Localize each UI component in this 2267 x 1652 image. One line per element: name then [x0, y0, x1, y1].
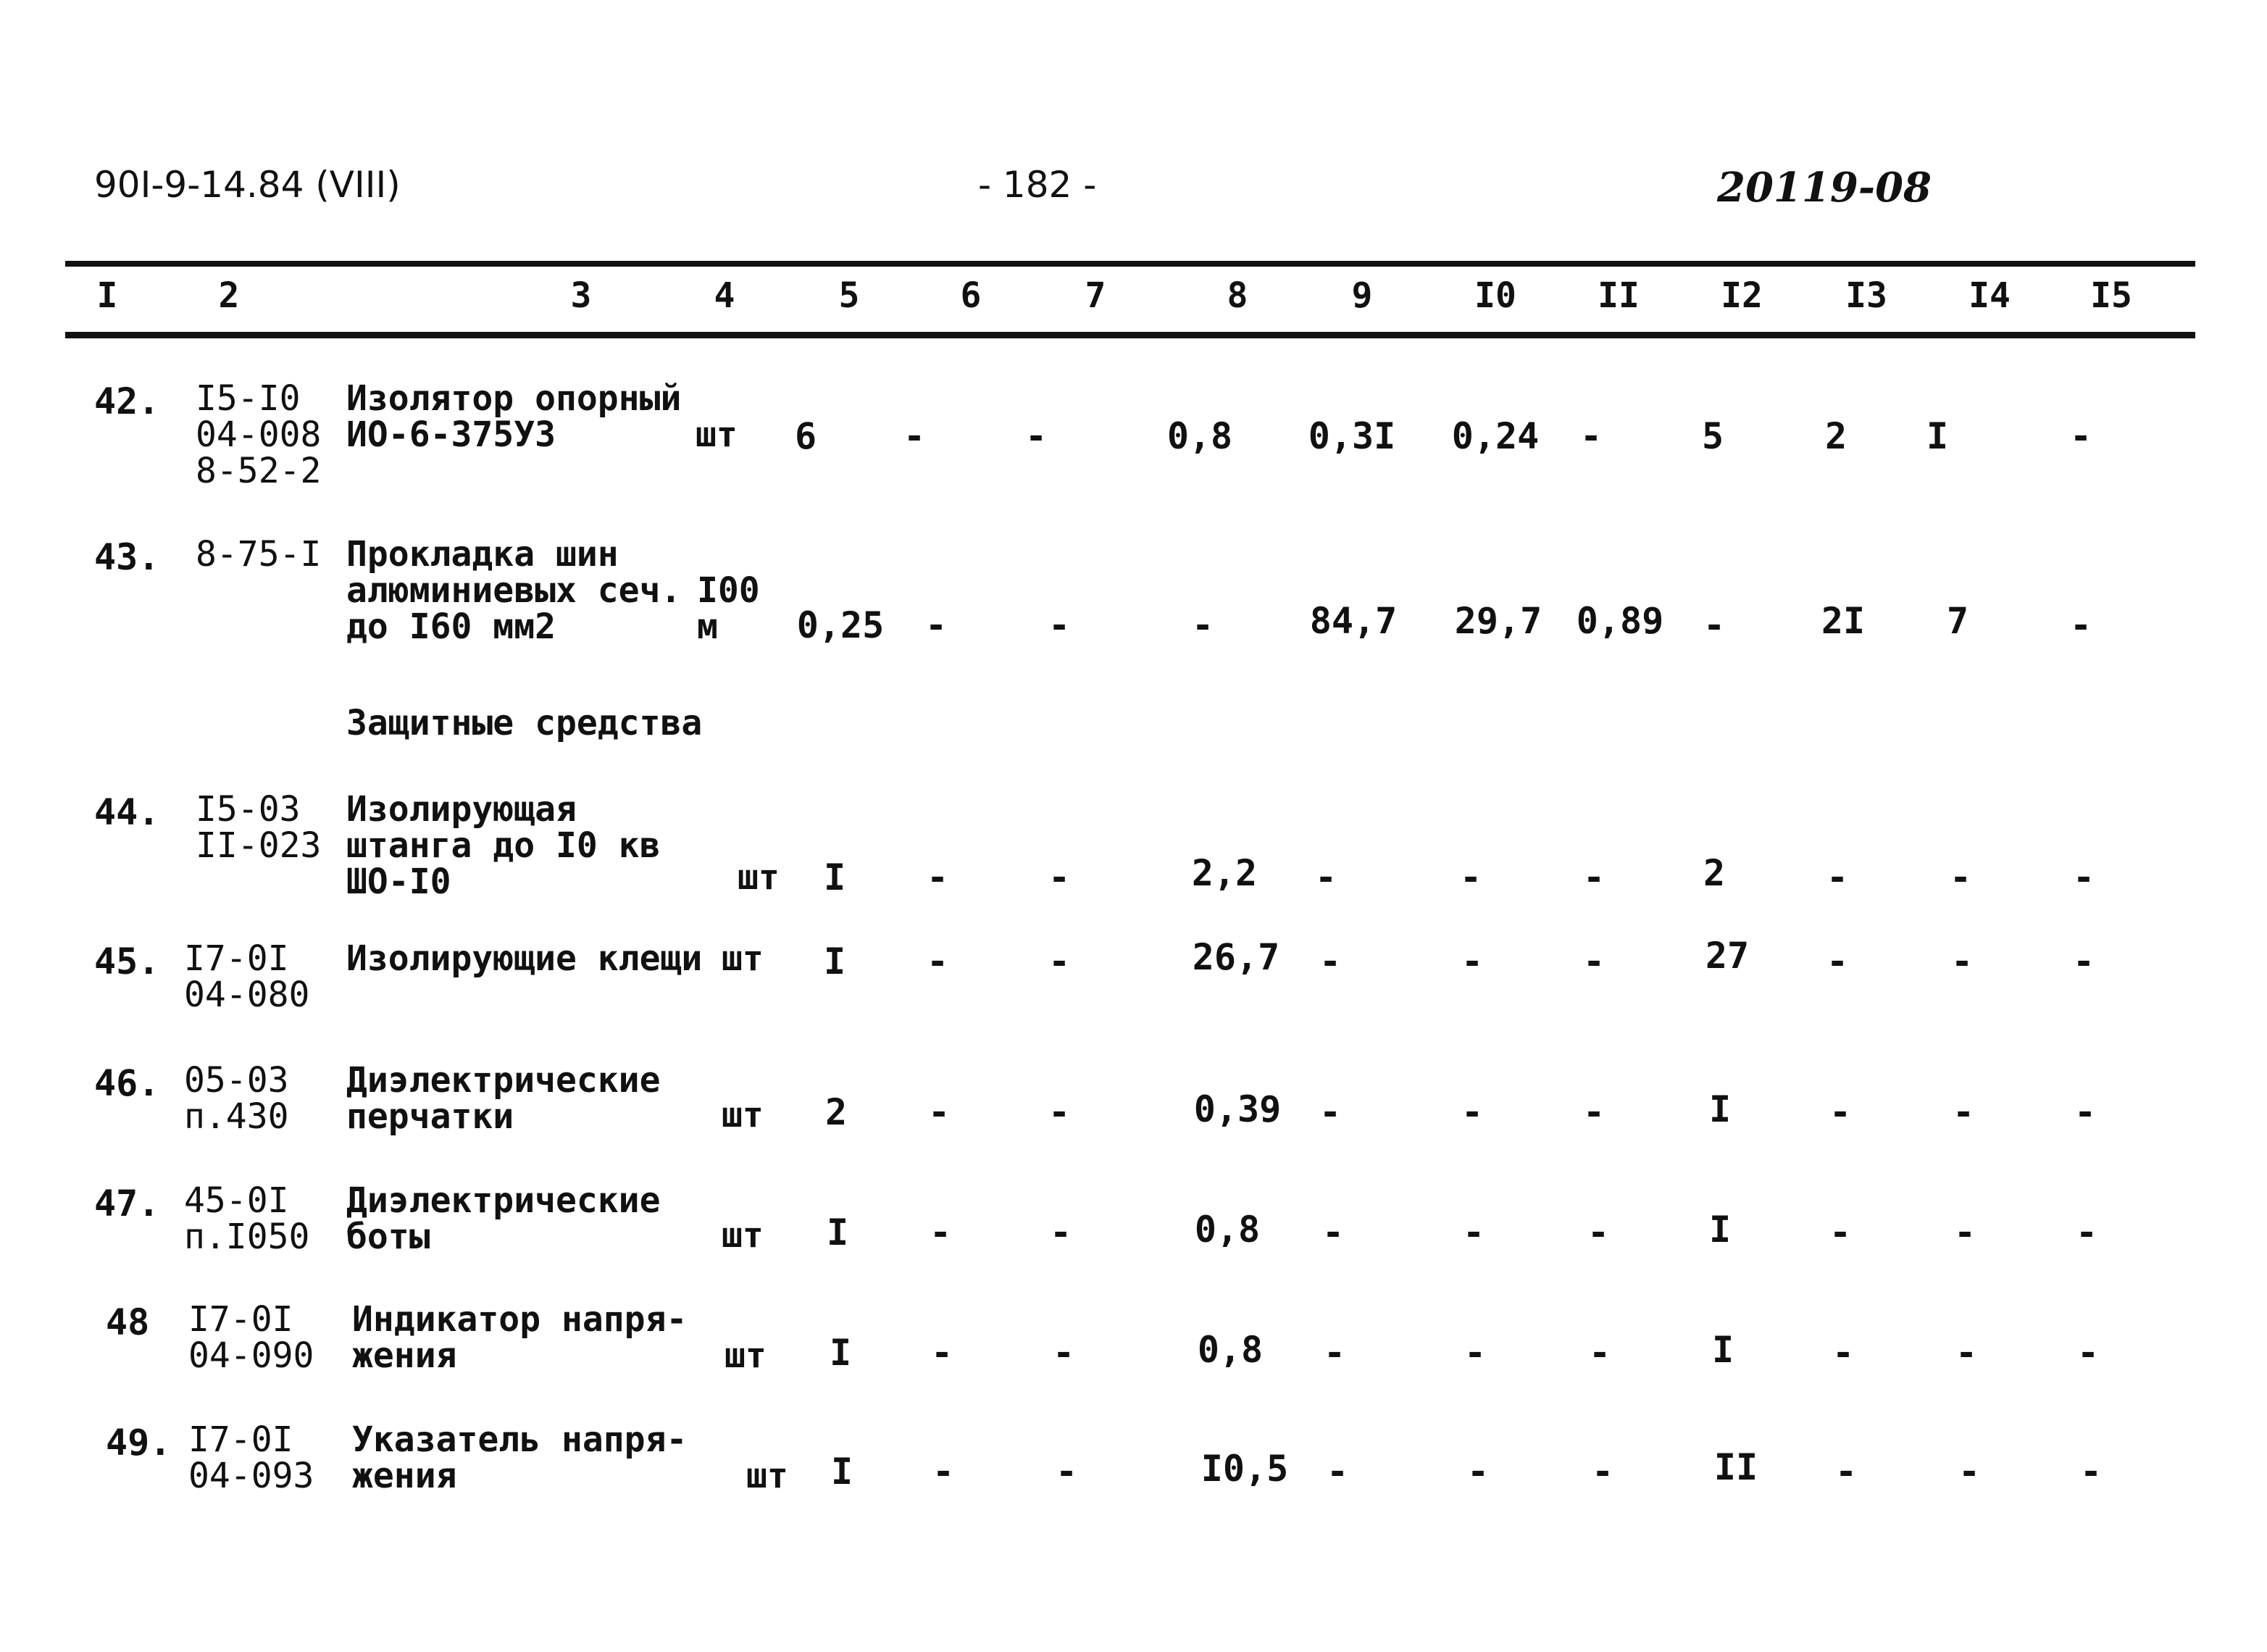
cell-col-12: I [1708, 1088, 1732, 1130]
header-page-number: - 182 - [978, 164, 1097, 206]
cell-col-10: - [1464, 1332, 1487, 1374]
cell-col-15: - [2069, 415, 2092, 457]
header-sheet-code: 20119-08 [1717, 164, 1932, 212]
cell-col-15: - [2079, 1451, 2103, 1493]
cell-col-8: - [1191, 604, 1214, 646]
col-9: 9 [1351, 275, 1373, 316]
row-name: Прокладка шин алюминиевых сеч. до I60 мм2 [346, 534, 682, 647]
row-code: I5-I0 04-008 8-52-2 [196, 378, 322, 491]
row-number: 43. [94, 536, 160, 578]
cell-col-7: - [1049, 1211, 1072, 1253]
row-code: I7-0I 04-080 [184, 938, 310, 1015]
cell-col-13: - [1826, 940, 1849, 983]
cell-col-13: 2I [1821, 600, 1866, 642]
cell-col-10: - [1461, 940, 1484, 983]
row-code: I5-03 II-023 [196, 789, 322, 866]
cell-col-12: 27 [1705, 935, 1750, 977]
cell-col-15: - [2076, 1332, 2100, 1374]
col-6: 6 [960, 275, 982, 316]
cell-col-8: 26,7 [1192, 936, 1280, 978]
top-rule [65, 261, 2195, 267]
cell-col-7: - [1048, 940, 1071, 983]
cell-col-9: - [1326, 1451, 1349, 1493]
cell-col-11: - [1582, 940, 1606, 983]
cell-col-14: I [1926, 415, 1949, 457]
row-unit: шт [738, 857, 780, 898]
cell-col-13: - [1826, 856, 1849, 898]
row-name: Диэлектрические перчатки [346, 1060, 661, 1137]
cell-col-11: - [1587, 1211, 1610, 1253]
cell-col-6: - [903, 415, 926, 457]
row-number: 46. [94, 1062, 160, 1104]
cell-col-10: 29,7 [1454, 600, 1542, 642]
cell-col-9: - [1323, 1332, 1346, 1374]
row-code: I7-0I 04-093 [188, 1419, 314, 1496]
cell-col-6: - [927, 1091, 951, 1133]
row-code: 05-03 п.430 [184, 1060, 289, 1137]
cell-col-11: - [1588, 1332, 1611, 1374]
cell-col-15: - [2072, 940, 2095, 983]
row-name: Изолирующая штанга до I0 кв ШО-I0 [346, 789, 661, 902]
row-code: 45-0I п.I050 [184, 1180, 310, 1257]
col-3: 3 [570, 275, 592, 316]
cell-col-7: - [1055, 1451, 1078, 1493]
cell-col-5: I [830, 1451, 853, 1493]
row-number: 42. [94, 380, 160, 422]
cell-col-5: 6 [794, 415, 817, 457]
cell-col-12: I [1711, 1329, 1734, 1371]
cell-col-6: - [924, 604, 948, 646]
row-unit: шт [725, 1335, 767, 1376]
cell-col-12: 5 [1701, 415, 1724, 457]
col-1: I [96, 275, 118, 316]
cell-col-8: 0,8 [1166, 415, 1233, 457]
col-10: I0 [1474, 275, 1516, 316]
row-unit: шт [722, 1215, 764, 1256]
row-unit: шт [722, 938, 764, 979]
cell-col-6: - [926, 940, 949, 983]
col-14: I4 [1969, 275, 2011, 316]
header-doc-code: 90I-9-14.84 (VIII) [94, 164, 401, 206]
cell-col-9: - [1319, 1091, 1342, 1133]
cell-col-7: - [1048, 1091, 1071, 1133]
cell-col-14: - [1958, 1451, 1981, 1493]
cell-col-13: - [1829, 1091, 1852, 1133]
bottom-rule [65, 332, 2195, 338]
cell-col-14: - [1949, 856, 1972, 898]
cell-col-15: - [2069, 604, 2092, 646]
cell-col-8: 0,8 [1194, 1209, 1261, 1251]
col-12: I2 [1721, 275, 1763, 316]
cell-col-14: 7 [1946, 600, 1969, 642]
cell-col-8: 0,39 [1193, 1088, 1282, 1130]
cell-col-8: I0,5 [1201, 1448, 1289, 1490]
row-number: 49. [106, 1422, 172, 1464]
cell-col-6: - [926, 856, 949, 898]
cell-col-13: - [1829, 1211, 1852, 1253]
cell-col-12: I [1708, 1209, 1732, 1251]
cell-col-7: - [1052, 1332, 1075, 1374]
cell-col-7: - [1048, 604, 1071, 646]
cell-col-10: - [1459, 856, 1482, 898]
cell-col-8: 2,2 [1191, 852, 1258, 894]
cell-col-5: 2 [824, 1091, 848, 1133]
cell-col-6: - [932, 1451, 955, 1493]
cell-col-9: - [1322, 1211, 1345, 1253]
cell-col-15: - [2074, 1091, 2097, 1133]
row-name: Изолирующие клещи [346, 938, 703, 979]
cell-col-7: - [1024, 415, 1048, 457]
cell-col-10: 0,24 [1451, 415, 1540, 457]
cell-col-5: I [823, 940, 846, 983]
cell-col-13: 2 [1824, 415, 1848, 457]
row-name: Изолятор опорный ИО-6-375У3 [346, 378, 682, 455]
cell-col-14: - [1950, 940, 1974, 983]
col-5: 5 [838, 275, 860, 316]
row-unit: I00 м [697, 570, 760, 647]
row-unit: шт [746, 1456, 788, 1496]
cell-col-12: - [1703, 604, 1726, 646]
cell-col-5: I [823, 856, 846, 898]
cell-col-11: - [1582, 856, 1606, 898]
cell-col-9: - [1319, 940, 1342, 983]
cell-col-11: - [1591, 1451, 1614, 1493]
cell-col-15: - [2072, 856, 2095, 898]
row-name: Индикатор напря- жения [352, 1299, 688, 1376]
cell-col-10: - [1466, 1451, 1490, 1493]
row-code: 8-75-I [196, 534, 322, 575]
row-name: Указатель напря- жения [352, 1419, 688, 1496]
cell-col-14: - [1955, 1332, 1978, 1374]
cell-col-10: - [1461, 1091, 1484, 1133]
col-11: II [1598, 275, 1640, 316]
row-unit: шт [696, 414, 738, 455]
cell-col-13: - [1832, 1332, 1855, 1374]
cell-col-11: - [1582, 1091, 1606, 1133]
row-name: Диэлектрические боты [346, 1180, 661, 1257]
cell-col-5: I [826, 1211, 849, 1253]
cell-col-6: - [930, 1332, 953, 1374]
cell-col-15: - [2075, 1211, 2098, 1253]
col-2: 2 [218, 275, 240, 316]
row-number: 48 [106, 1301, 150, 1343]
row-unit: шт [722, 1095, 764, 1135]
cell-col-5: 0,25 [796, 604, 885, 646]
col-7: 7 [1085, 275, 1106, 316]
row-number: 45. [94, 940, 160, 983]
cell-col-12: II [1713, 1446, 1758, 1488]
cell-col-12: 2 [1703, 852, 1726, 894]
cell-col-9: - [1314, 856, 1337, 898]
cell-col-9: 0,3I [1308, 415, 1396, 457]
col-4: 4 [714, 275, 735, 316]
col-15: I5 [2090, 275, 2132, 316]
cell-col-5: I [829, 1332, 852, 1374]
col-8: 8 [1227, 275, 1248, 316]
cell-col-10: - [1462, 1211, 1485, 1253]
column-header-row [0, 275, 2267, 326]
cell-col-7: - [1048, 856, 1071, 898]
cell-col-13: - [1834, 1451, 1858, 1493]
row-code: I7-0I 04-090 [188, 1299, 314, 1376]
row-number: 47. [94, 1182, 160, 1225]
cell-col-14: - [1952, 1091, 1975, 1133]
cell-col-9: 84,7 [1309, 600, 1398, 642]
cell-col-6: - [929, 1211, 952, 1253]
col-13: I3 [1845, 275, 1887, 316]
cell-col-11: 0,89 [1576, 600, 1664, 642]
cell-col-14: - [1953, 1211, 1976, 1253]
row-number: 44. [94, 791, 160, 833]
section-title: Защитные средства [346, 703, 703, 743]
cell-col-11: - [1579, 415, 1603, 457]
cell-col-8: 0,8 [1197, 1329, 1264, 1371]
